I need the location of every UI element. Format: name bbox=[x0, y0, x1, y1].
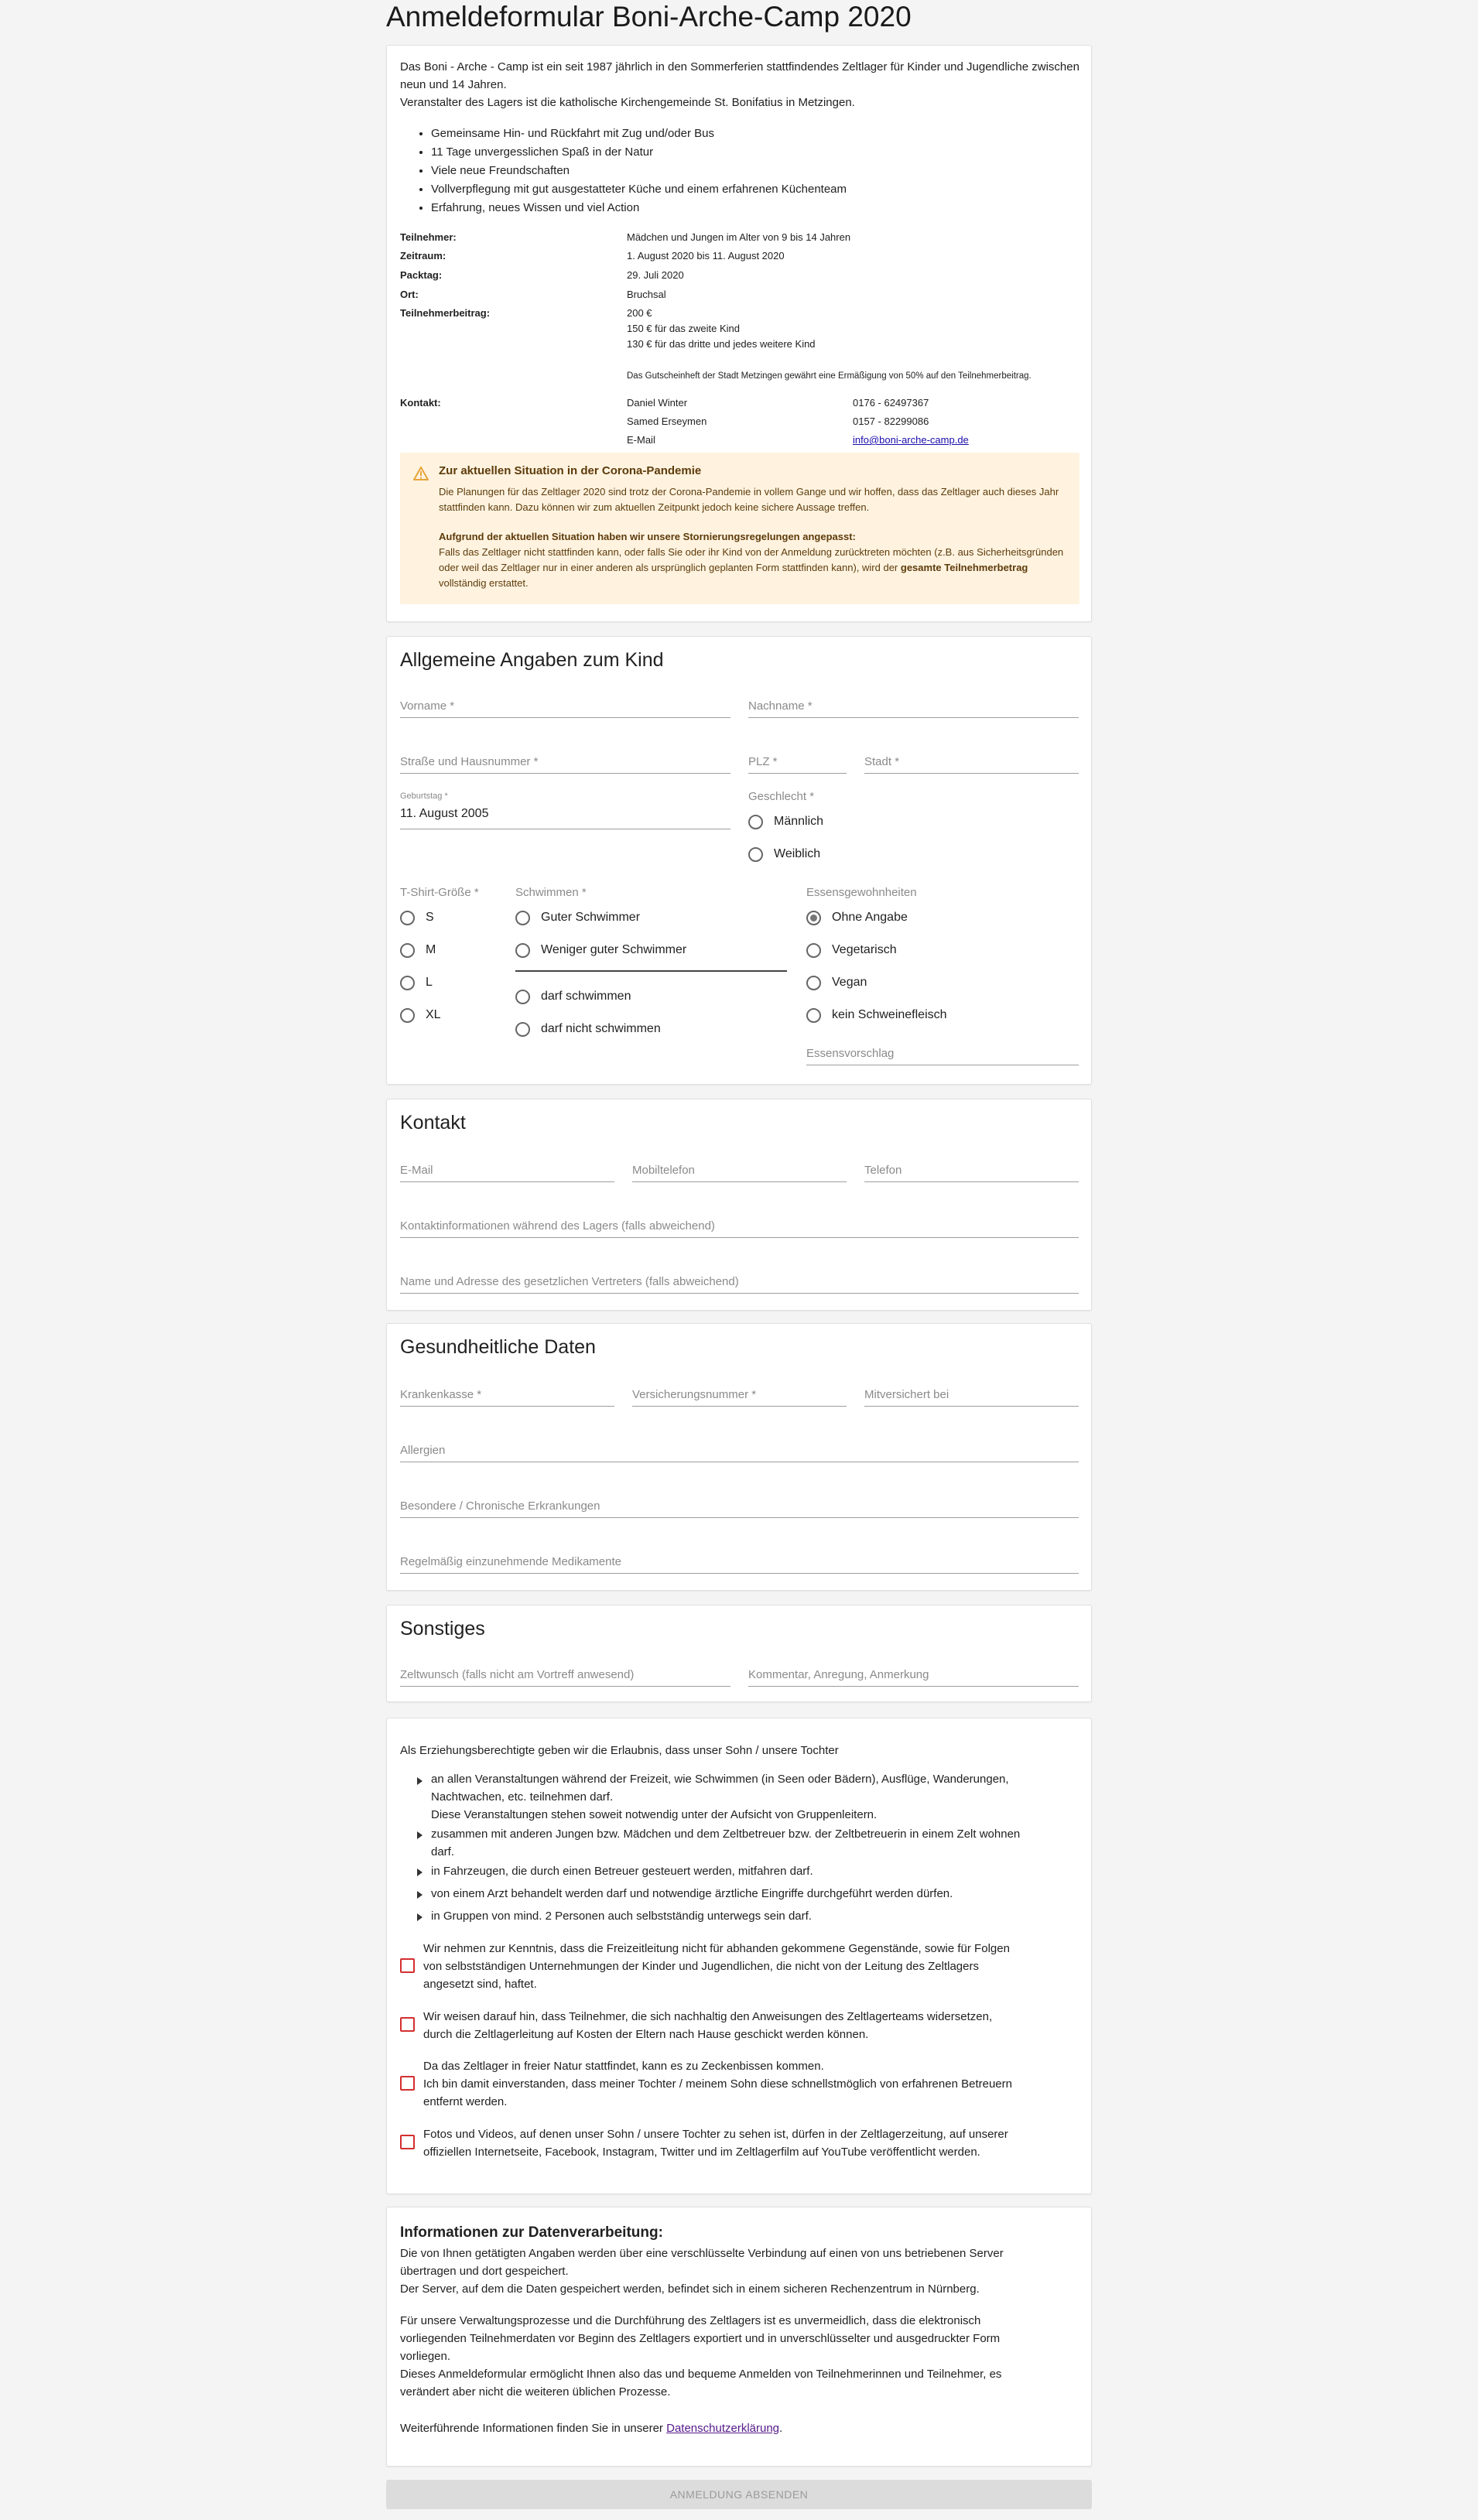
bullet-arrow-icon bbox=[417, 1869, 423, 1876]
erlaubnis-item: von einem Arzt behandelt werden darf und notwendige ärztliche Eingriffe durchgeführt werden dürfen. bbox=[431, 1887, 953, 1900]
detail-value-zeitraum: 1. August 2020 bis 11. August 2020 bbox=[627, 250, 785, 262]
section-title: Kontakt bbox=[400, 1112, 466, 1133]
detail-label-zeitraum: Zeitraum: bbox=[400, 250, 446, 262]
contact-phone: 0157 - 82299086 bbox=[853, 415, 929, 427]
telefon-input[interactable]: Telefon bbox=[864, 1154, 1079, 1182]
versicherungsnummer-input[interactable]: Versicherungsnummer * bbox=[632, 1378, 847, 1407]
radio-tshirt-xl[interactable]: XL bbox=[400, 1006, 441, 1024]
allergien-input[interactable]: Allergien bbox=[400, 1434, 1079, 1462]
radio-tshirt-l[interactable]: L bbox=[400, 973, 433, 992]
datenschutz-link[interactable]: Datenschutzerklärung bbox=[666, 2422, 780, 2435]
radio-tshirt-m[interactable]: M bbox=[400, 941, 436, 959]
list-item: • 11 Tage unvergesslichen Spaß in der Natur bbox=[431, 143, 1079, 162]
erlaubnis-item: in Fahrzeugen, die durch einen Betreuer gesteuert werden, mitfahren darf. bbox=[431, 1865, 813, 1878]
checkbox-label-zecken: Da das Zeltlager in freier Natur stattfindet, kann es zu Zeckenbissen kommen. Ich bin damit einverstanden, dass meiner Tochter / meinem Sohn diese schnellstmöglich von erfahrenen Betreuern entfernt werden. bbox=[423, 2060, 1012, 2108]
feature-list bbox=[400, 125, 1079, 217]
bullet-arrow-icon bbox=[417, 1777, 423, 1785]
checkbox-label-haftung: Wir nehmen zur Kenntnis, dass die Freizeitleitung nicht für abhanden gekommene Gegenstände, sowie für Folgen von selbstständigen Unternehmungen der Kinder und Jugendlichen, die nicht von der Leitung des Zeltlagers angesetzt sind, haftet. bbox=[423, 1942, 1010, 1991]
essen-label: Essensgewohnheiten bbox=[806, 886, 917, 899]
detail-value-teilnehmer: Mädchen und Jungen im Alter von 9 bis 14 Jahren bbox=[627, 231, 851, 243]
radio-vegetarisch[interactable]: Vegetarisch bbox=[806, 941, 897, 959]
erlaubnis-item: in Gruppen von mind. 2 Personen auch selbstständig unterwegs sein darf. bbox=[431, 1910, 812, 1923]
radio-ohne-angabe[interactable]: Ohne Angabe bbox=[806, 908, 908, 927]
datenschutz-paragraph: Die von Ihnen getätigten Angaben werden über eine verschlüsselte Verbindung auf einen von uns betriebenen Server übertragen und dort gespeichert. Der Server, auf dem die Daten gespeichert werden, befindet sich in einem sicheren Rechenzentrum in Nürnberg. bbox=[400, 2247, 1004, 2296]
contact-name: Samed Erseymen bbox=[627, 415, 707, 427]
warning-icon bbox=[413, 467, 429, 480]
radio-tshirt-s[interactable]: S bbox=[400, 908, 434, 927]
zeltwunsch-input[interactable]: Zeltwunsch (falls nicht am Vortreff anwesend) bbox=[400, 1658, 730, 1687]
datenschutz-title: Informationen zur Datenverarbeitung: bbox=[400, 2224, 663, 2241]
section-title: Sonstiges bbox=[400, 1618, 485, 1640]
bullet-arrow-icon bbox=[417, 1891, 423, 1899]
schwimmen-label: Schwimmen * bbox=[515, 886, 587, 899]
detail-label-teilnehmer: Teilnehmer: bbox=[400, 231, 457, 243]
strasse-input[interactable]: Straße und Hausnummer * bbox=[400, 745, 730, 774]
erlaubnis-card bbox=[386, 1718, 1092, 2194]
medikamente-input[interactable]: Regelmäßig einzunehmende Medikamente bbox=[400, 1545, 1079, 1574]
erlaubnis-item: zusammen mit anderen Jungen bzw. Mädchen und dem Zeltbetreuer bzw. der Zeltbetreuerin in einem Zelt wohnen darf. bbox=[431, 1828, 1021, 1858]
essensvorschlag-input[interactable]: Essensvorschlag bbox=[806, 1037, 1079, 1065]
checkbox-label-heimreise: Wir weisen darauf hin, dass Teilnehmer, die sich nachhaltig den Anweisungen des Zeltlagerteams widersetzen, durch die Zeltlagerleitung auf Kosten der Eltern nach Hause geschickt werden können. bbox=[423, 2010, 993, 2041]
bullet-arrow-icon bbox=[417, 1831, 423, 1839]
divider bbox=[515, 970, 787, 972]
detail-label-packtag: Packtag: bbox=[400, 269, 443, 281]
lager-kontakt-input[interactable]: Kontaktinformationen während des Lagers (falls abweichend) bbox=[400, 1209, 1079, 1238]
section-title: Gesundheitliche Daten bbox=[400, 1336, 596, 1358]
erlaubnis-intro: Als Erziehungsberechtigte geben wir die Erlaubnis, dass unser Sohn / unsere Tochter bbox=[400, 1744, 839, 1757]
intro-paragraph: Das Boni - Arche - Camp ist ein seit 1987 jährlich in den Sommerferien stattfindendes Zeltlager für Kinder und Jugendliche zwischen neun und 14 Jahren. Veranstalter des Lagers ist die katholische Kirchengemeinde St. Bonifatius in Metzingen. bbox=[400, 60, 1079, 109]
section-title: Allgemeine Angaben zum Kind bbox=[400, 649, 664, 671]
detail-label-ort: Ort: bbox=[400, 289, 419, 300]
intro-card bbox=[386, 45, 1092, 622]
list-item: • Vollverpflegung mit gut ausgestatteter Küche und einem erfahrenen Küchenteam bbox=[431, 180, 1079, 199]
warning-title: Zur aktuellen Situation in der Corona-Pandemie bbox=[439, 464, 702, 477]
geschlecht-label: Geschlecht * bbox=[748, 790, 815, 803]
warning-detail: Aufgrund der aktuellen Situation haben wir unsere Stornierungsregelungen angepasst: Falls das Zeltlager nicht stattfinden kann, oder falls Sie oder ihr Kind von der Anmeldung zurücktreten möchten (z.B. aus Sicherheitsgründen oder weil das Zeltlager nur in einer anderen als ursprünglich geplanten Form stattfinden kann), wird der gesamte Teilnehmerbetrag vollständig erstattet. bbox=[439, 531, 1064, 589]
email-input[interactable]: E-Mail bbox=[400, 1154, 614, 1182]
list-item: • Viele neue Freundschaften bbox=[431, 162, 1079, 180]
checkbox-fotos[interactable] bbox=[400, 2135, 415, 2149]
detail-value-beitrag: 200 € 150 € für das zweite Kind 130 € für das dritte und jedes weitere Kind bbox=[627, 307, 816, 350]
geburtstag-input[interactable]: Geburtstag * 11. August 2005 bbox=[400, 792, 730, 829]
detail-value-packtag: 29. Juli 2020 bbox=[627, 269, 684, 281]
kind-card bbox=[386, 636, 1092, 1085]
erkrankungen-input[interactable]: Besondere / Chronische Erkrankungen bbox=[400, 1489, 1079, 1518]
detail-value-ort: Bruchsal bbox=[627, 289, 666, 300]
datenschutz-paragraph: Für unsere Verwaltungsprozesse und die Durchführung des Zeltlagers ist es unvermeidlich, dass die elektronisch vorliegenden Teilnehmerdaten vor Beginn des Zeltlagers exportiert und in unverschlüsselter und ausgedruckter Form vorliegen. Dieses Anmeldeformular ermöglicht Ihnen also das und bequeme Anmelden von Teilnehmerinnen und Teilnehmer, es verändert aber nicht die weiteren üblichen Prozesse. bbox=[400, 2314, 1002, 2399]
radio-weiblich[interactable]: Weiblich bbox=[748, 845, 820, 863]
sonstiges-card bbox=[386, 1605, 1092, 1702]
checkbox-haftung[interactable] bbox=[400, 1958, 415, 1973]
mitversichert-input[interactable]: Mitversichert bei bbox=[864, 1378, 1079, 1407]
page-title: Anmeldeformular Boni-Arche-Camp 2020 bbox=[386, 1, 912, 32]
warning-text: Die Planungen für das Zeltlager 2020 sind trotz der Corona-Pandemie in vollem Gange und wir hoffen, dass das Zeltlager auch dieses Jahr stattfinden kann. Dazu können wir zum aktuellen Zeitpunkt jedoch keine sichere Aussage treffen. bbox=[439, 486, 1059, 513]
vorname-input[interactable]: Vorname * bbox=[400, 689, 730, 718]
erlaubnis-item: an allen Veranstaltungen während der Freizeit, wie Schwimmen (in Seen oder Bädern), Ausflüge, Wanderungen, Nachtwachen, etc. teilnehmen darf. Diese Veranstaltungen stehen soweit notwendig unter der Aufsicht von Gruppenleitern. bbox=[431, 1773, 1009, 1821]
contact-name: E-Mail bbox=[627, 434, 655, 446]
radio-maennlich[interactable]: Männlich bbox=[748, 812, 823, 831]
gesundheit-card bbox=[386, 1323, 1092, 1591]
list-item: • Erfahrung, neues Wissen und viel Action bbox=[431, 199, 1079, 217]
kontakt-card bbox=[386, 1099, 1092, 1311]
beitrag-note: Das Gutscheinheft der Stadt Metzingen gewährt eine Ermäßigung von 50% auf den Teilnehmerbeitrag. bbox=[627, 371, 1032, 381]
krankenkasse-input[interactable]: Krankenkasse * bbox=[400, 1378, 614, 1407]
checkbox-heimreise[interactable] bbox=[400, 2017, 415, 2032]
radio-kein-schweinefleisch[interactable]: kein Schweinefleisch bbox=[806, 1006, 947, 1024]
kommentar-input[interactable]: Kommentar, Anregung, Anmerkung bbox=[748, 1658, 1079, 1687]
stadt-input[interactable]: Stadt * bbox=[864, 745, 1079, 774]
radio-guter-schwimmer[interactable]: Guter Schwimmer bbox=[515, 908, 640, 927]
detail-label-beitrag: Teilnehmerbeitrag: bbox=[400, 307, 491, 319]
vertreter-input[interactable]: Name und Adresse des gesetzlichen Vertreters (falls abweichend) bbox=[400, 1265, 1079, 1294]
tshirt-label: T-Shirt-Größe * bbox=[400, 886, 479, 899]
checkbox-zecken[interactable] bbox=[400, 2076, 415, 2091]
corona-warning bbox=[400, 453, 1079, 604]
plz-input[interactable]: PLZ * bbox=[748, 745, 847, 774]
radio-vegan[interactable]: Vegan bbox=[806, 973, 867, 992]
nachname-input[interactable]: Nachname * bbox=[748, 689, 1079, 718]
contact-phone: 0176 - 62497367 bbox=[853, 397, 929, 409]
contact-name: Daniel Winter bbox=[627, 397, 688, 409]
email-link[interactable]: info@boni-arche-camp.de bbox=[853, 434, 969, 446]
datenschutz-paragraph: Weiterführende Informationen finden Sie in unserer Datenschutzerklärung. bbox=[400, 2422, 783, 2435]
radio-darf-schwimmen[interactable]: darf schwimmen bbox=[515, 987, 631, 1006]
bullet-arrow-icon bbox=[417, 1913, 423, 1921]
radio-darf-nicht-schwimmen[interactable]: darf nicht schwimmen bbox=[515, 1020, 661, 1038]
radio-weniger-guter-schwimmer[interactable]: Weniger guter Schwimmer bbox=[515, 941, 686, 959]
datenschutz-card bbox=[386, 2207, 1092, 2467]
checkbox-label-fotos: Fotos und Videos, auf denen unser Sohn / unsere Tochter zu sehen ist, dürfen in der Zeltlagerzeitung, auf unserer offiziellen Internetseite, Facebook, Instagram, Twitter und im Zeltlagerfilm auf YouTube veröffentlicht werden. bbox=[423, 2128, 1008, 2159]
list-item: • Gemeinsame Hin- und Rückfahrt mit Zug und/oder Bus bbox=[431, 125, 1079, 143]
mobiltelefon-input[interactable]: Mobiltelefon bbox=[632, 1154, 847, 1182]
submit-button[interactable]: ANMELDUNG ABSENDEN bbox=[386, 2480, 1092, 2509]
detail-label-kontakt: Kontakt: bbox=[400, 397, 441, 409]
